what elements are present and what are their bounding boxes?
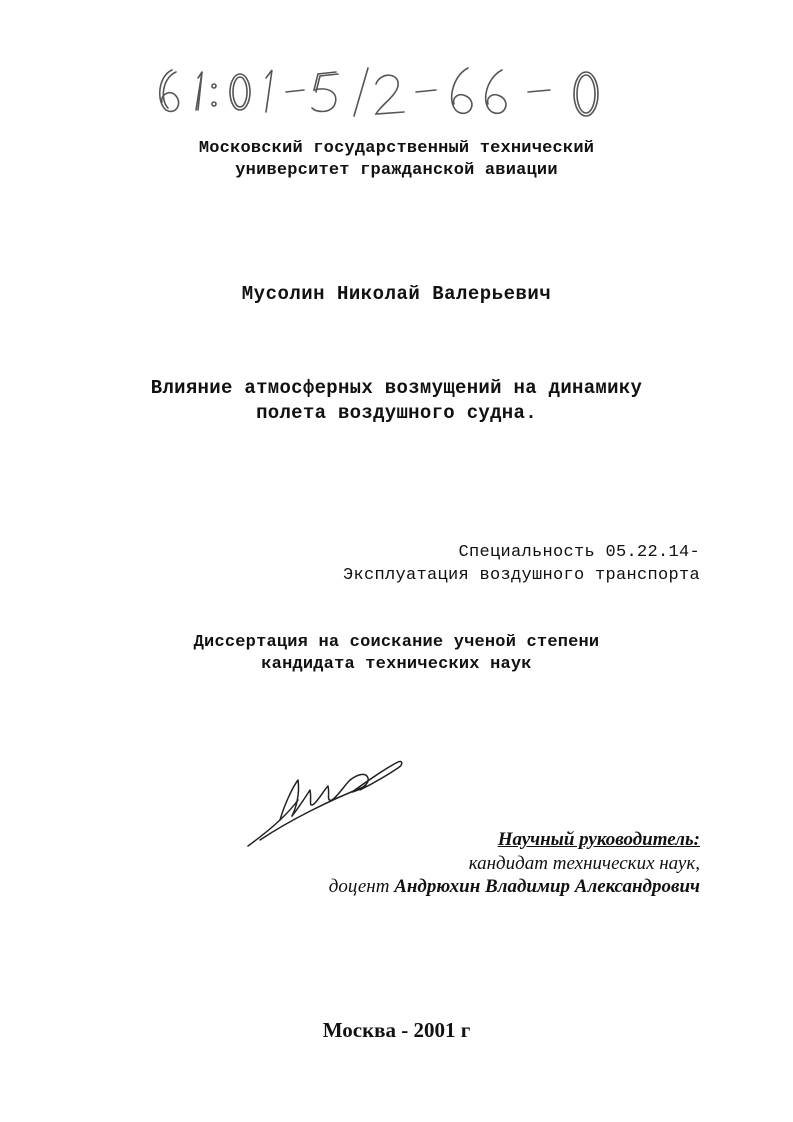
city-and-year: Москва - 2001 г — [322, 1018, 471, 1042]
advisor-rank: доцент — [328, 876, 390, 897]
author-name: Мусолин Николай Валерьевич — [241, 283, 552, 305]
university-name-line2: университет гражданской авиации — [235, 161, 558, 180]
advisor-heading — [498, 827, 700, 853]
university-name-line1: Московский государственный технический — [198, 139, 595, 158]
advisor-rank-and-name — [329, 874, 700, 900]
specialty-name: Эксплуатация воздушного транспорта — [342, 566, 700, 585]
handwritten-archive-stamp — [140, 58, 630, 128]
dissertation-title-line1: Влияние атмосферных возмущений на динамику — [150, 377, 643, 399]
dissertation-type-line2: кандидата технических наук — [261, 655, 532, 674]
dissertation-type-line1: Диссертация на соискание ученой степени — [193, 633, 600, 652]
handwritten-signature — [240, 750, 410, 860]
advisor-degree: кандидат технических наук, — [468, 853, 700, 874]
specialty-code: Специальность 05.22.14- — [458, 543, 700, 562]
advisor-heading-text: Научный руководитель: — [497, 829, 700, 850]
dissertation-title-line2: полета воздушного судна. — [256, 402, 537, 424]
advisor-name: Андрюхин Владимир Александрович — [394, 876, 700, 897]
